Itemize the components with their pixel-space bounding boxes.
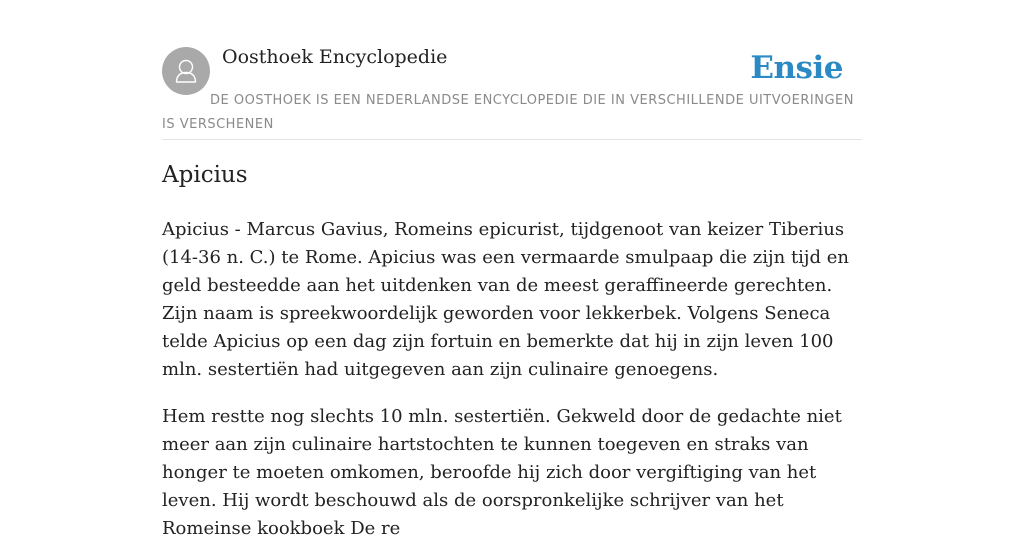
ensie-logo[interactable]: Ensie: [750, 50, 843, 86]
article-title: Apicius: [162, 162, 248, 188]
user-icon: [162, 47, 210, 95]
page-container: [162, 0, 862, 539]
source-header: [162, 0, 862, 140]
source-avatar[interactable]: [162, 47, 210, 95]
article-paragraph: Apicius - Marcus Gavius, Romeins epicurist, tijdgenoot van keizer Tiberius (14-36 n. C.) te Rome. Apicius was een vermaarde smulpaap die zijn tijd en geld besteedde aan het uitdenken van de meest geraffineerde gerechten. Zijn naam is spreekwoordelijk geworden voor lekkerbek. Volgens Seneca telde Apicius op een dag zijn fortuin en bemerkte dat hij in zijn leven 100 mln. sestertiën had uitgegeven aan zijn culinaire genoegens.: [162, 219, 850, 380]
article-paragraph: Hem restte nog slechts 10 mln. sestertiën. Gekweld door de gedachte niet meer aan zijn culinaire hartstochten te kunnen toegeven en straks van honger te moeten omkomen, beroofde hij zich door vergiftiging van het leven. Hij wordt beschouwd als de oorspronkelijke schrijver van het Romeinse kookboek De re: [162, 406, 842, 539]
source-title[interactable]: Oosthoek Encyclopedie: [222, 46, 448, 68]
source-description: DE OOSTHOEK IS EEN NEDERLANDSE ENCYCLOPEDIE DIE IN VERSCHILLENDE UITVOERINGEN IS VERSCHENEN: [162, 93, 854, 132]
